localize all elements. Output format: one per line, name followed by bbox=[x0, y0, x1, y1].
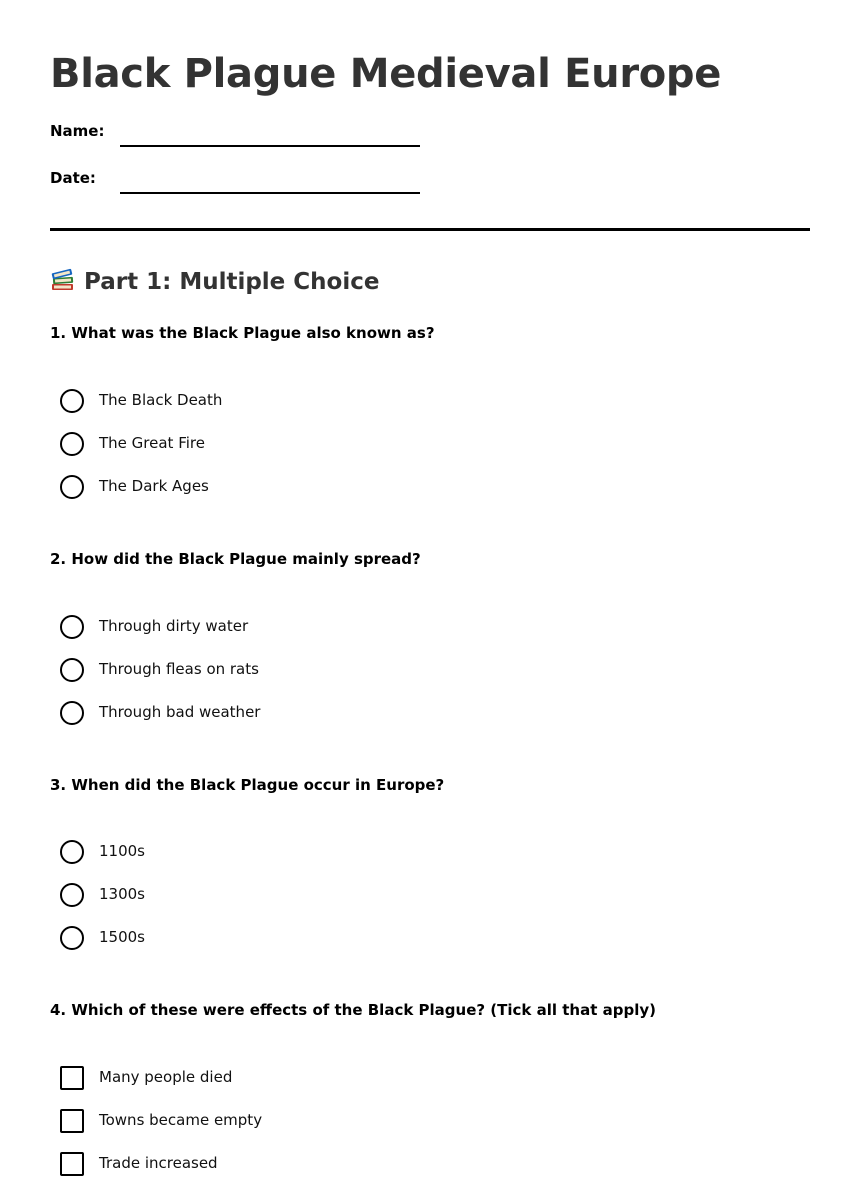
radio-button[interactable] bbox=[60, 615, 84, 639]
option-through-fleas-on-rats[interactable] bbox=[60, 658, 460, 684]
question-text: 2. How did the Black Plague mainly spread? bbox=[50, 550, 421, 568]
radio-button[interactable] bbox=[60, 701, 84, 725]
page-title: Black Plague Medieval Europe bbox=[50, 51, 722, 97]
checkbox[interactable] bbox=[60, 1152, 84, 1176]
section-title-text: Part 1: Multiple Choice bbox=[84, 269, 380, 295]
name-label: Name: bbox=[50, 122, 105, 140]
option-label: Trade increased bbox=[99, 1154, 218, 1172]
option-the-black-death[interactable] bbox=[60, 389, 460, 415]
option-1100s[interactable] bbox=[60, 840, 460, 866]
option-label: Through bad weather bbox=[99, 703, 261, 721]
option-through-dirty-water[interactable] bbox=[60, 615, 460, 641]
radio-button[interactable] bbox=[60, 883, 84, 907]
option-label: The Great Fire bbox=[99, 434, 205, 452]
option-label: 1100s bbox=[99, 842, 145, 860]
question-text: 1. What was the Black Plague also known as? bbox=[50, 324, 435, 342]
option-the-dark-ages[interactable] bbox=[60, 475, 460, 501]
option-label: The Dark Ages bbox=[99, 477, 209, 495]
checkbox[interactable] bbox=[60, 1066, 84, 1090]
radio-button[interactable] bbox=[60, 658, 84, 682]
name-input-line[interactable] bbox=[120, 145, 420, 147]
date-field[interactable] bbox=[50, 168, 430, 198]
radio-button[interactable] bbox=[60, 432, 84, 456]
name-field[interactable] bbox=[50, 121, 430, 151]
option-1500s[interactable] bbox=[60, 926, 460, 952]
option-the-great-fire[interactable] bbox=[60, 432, 460, 458]
option-1300s[interactable] bbox=[60, 883, 460, 909]
option-through-bad-weather[interactable] bbox=[60, 701, 460, 727]
radio-button[interactable] bbox=[60, 475, 84, 499]
radio-button[interactable] bbox=[60, 389, 84, 413]
option-label: The Black Death bbox=[99, 391, 223, 409]
option-label: Towns became empty bbox=[99, 1111, 263, 1129]
date-label: Date: bbox=[50, 169, 96, 187]
date-input-line[interactable] bbox=[120, 192, 420, 194]
option-label: Through fleas on rats bbox=[99, 660, 259, 678]
option-label: 1300s bbox=[99, 885, 145, 903]
question-text: 4. Which of these were effects of the Black Plague? (Tick all that apply) bbox=[50, 1001, 656, 1019]
option-label: 1500s bbox=[99, 928, 145, 946]
header-divider bbox=[50, 228, 810, 231]
option-many-people-died[interactable] bbox=[60, 1066, 460, 1092]
radio-button[interactable] bbox=[60, 840, 84, 864]
books-icon bbox=[50, 267, 76, 293]
option-trade-increased[interactable] bbox=[60, 1152, 460, 1178]
option-label: Through dirty water bbox=[99, 617, 249, 635]
question-text: 3. When did the Black Plague occur in Europe? bbox=[50, 776, 445, 794]
option-towns-became-empty[interactable] bbox=[60, 1109, 460, 1135]
checkbox[interactable] bbox=[60, 1109, 84, 1133]
section-title bbox=[50, 266, 379, 298]
option-label: Many people died bbox=[99, 1068, 233, 1086]
radio-button[interactable] bbox=[60, 926, 84, 950]
